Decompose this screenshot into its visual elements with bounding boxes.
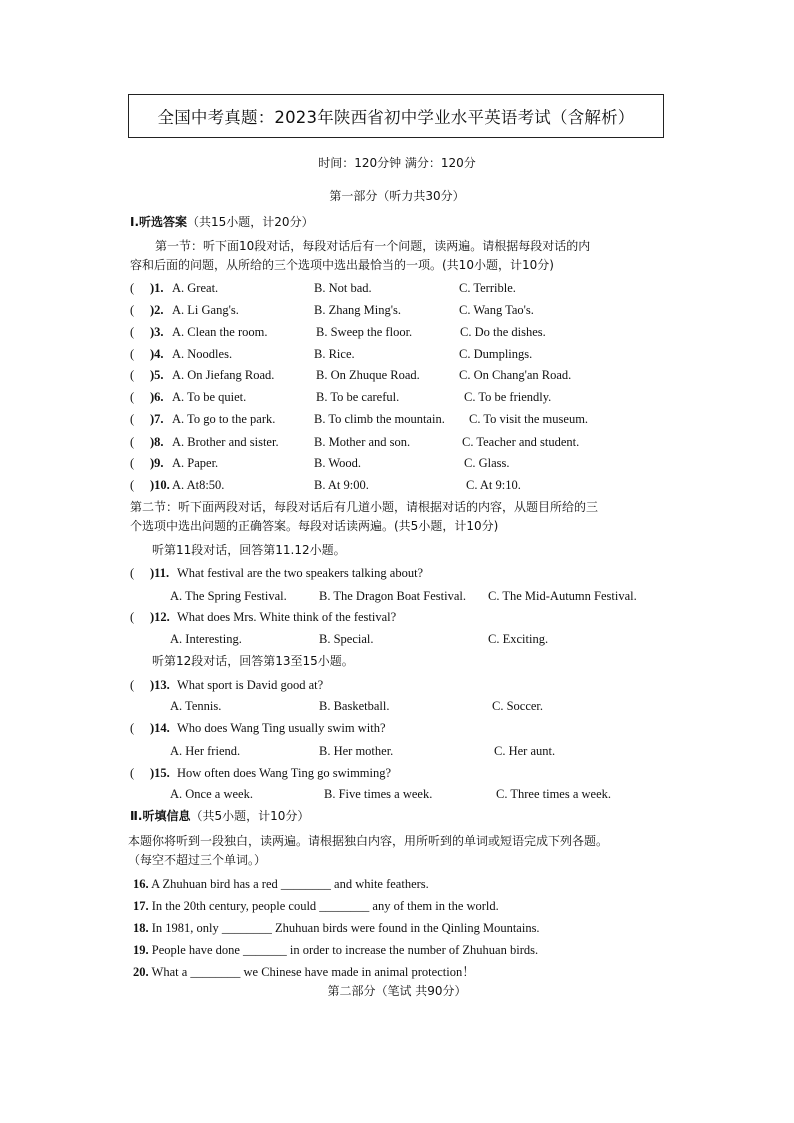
option-a: A. The Spring Festival. xyxy=(170,589,287,603)
question-number: 17. xyxy=(133,899,149,913)
fill-question-16 xyxy=(133,876,429,892)
part1-heading: 第一部分（听力共30分） xyxy=(329,189,465,203)
option-b: B. At 9:00. xyxy=(314,478,369,492)
sub1-instruction-line2: 容和后面的问题，从所给的三个选项中选出最恰当的一项。(共10小题，计10分) xyxy=(130,258,554,272)
question-text: A Zhuhuan bird has a red ________ and white feathers. xyxy=(151,877,429,891)
question-number: )2. xyxy=(150,303,164,317)
option-c: C. Teacher and student. xyxy=(462,435,580,449)
question-number: )11. xyxy=(150,566,170,580)
question-text: Who does Wang Ting usually swim with? xyxy=(177,721,386,735)
dialogue11-instruction: 听第11段对话，回答第11.12小题。 xyxy=(152,543,346,557)
question-text: How often does Wang Ting go swimming? xyxy=(177,766,392,780)
option-c: C. At 9:10. xyxy=(466,478,521,492)
option-c: C. Exciting. xyxy=(488,632,549,646)
option-c: C. The Mid-Autumn Festival. xyxy=(488,589,637,603)
question-number: )15. xyxy=(150,766,170,780)
question-number: 16. xyxy=(133,877,149,891)
fill-question-19 xyxy=(133,942,538,958)
section2-heading xyxy=(130,808,309,824)
option-a: A. On Jiefang Road. xyxy=(172,368,275,382)
section2-heading-bold: Ⅱ.听填信息 xyxy=(130,809,191,823)
section2-intro-line2: （每空不超过三个单词。） xyxy=(128,853,267,867)
sub2-instruction-line1: 第二节：听下面两段对话，每段对话后有几道小题，请根据对话的内容，从题目所给的三 xyxy=(130,500,599,514)
answer-blank: ( xyxy=(130,390,135,404)
question-number: )12. xyxy=(150,610,170,624)
question-number: )13. xyxy=(150,678,170,692)
option-c: C. On Chang'an Road. xyxy=(459,368,572,382)
question-number: 19. xyxy=(133,943,149,957)
option-b: B. Special. xyxy=(319,632,374,646)
option-a: A. Great. xyxy=(172,281,219,295)
answer-blank: ( xyxy=(130,412,135,426)
option-c: C. To visit the museum. xyxy=(469,412,589,426)
question-text: What sport is David good at? xyxy=(177,678,324,692)
answer-blank: ( xyxy=(130,435,135,449)
question-number: )4. xyxy=(150,347,164,361)
option-a: A. To be quiet. xyxy=(172,390,247,404)
question-text: People have done _______ in order to increase the number of Zhuhuan birds. xyxy=(151,943,539,957)
part2-heading: 第二部分（笔试 共90分） xyxy=(327,984,467,998)
question-number: )5. xyxy=(150,368,164,382)
fill-question-18 xyxy=(133,920,540,936)
answer-blank: ( xyxy=(130,478,135,492)
option-b: B. Five times a week. xyxy=(324,787,433,801)
answer-blank: ( xyxy=(130,566,135,580)
question-text: In the 20th century, people could ________ any of them in the world. xyxy=(151,899,499,913)
option-b: B. To climb the mountain. xyxy=(314,412,445,426)
fill-question-20 xyxy=(133,964,475,980)
sub2-instruction-line2: 个选项中选出问题的正确答案。每段对话读两遍。(共5小题，计10分) xyxy=(130,519,499,533)
question-number: )8. xyxy=(150,435,164,449)
option-a: A. Interesting. xyxy=(170,632,242,646)
answer-blank: ( xyxy=(130,303,135,317)
section1-heading xyxy=(130,214,314,230)
answer-blank: ( xyxy=(130,281,135,295)
question-number: )6. xyxy=(150,390,164,404)
question-text: What does Mrs. White think of the festival? xyxy=(177,610,397,624)
option-a: A. Clean the room. xyxy=(172,325,268,339)
option-a: A. Li Gang's. xyxy=(172,303,239,317)
option-a: A. Paper. xyxy=(172,456,219,470)
option-b: B. To be careful. xyxy=(316,390,400,404)
question-number: )3. xyxy=(150,325,164,339)
section2-intro-line1: 本题你将听到一段独白，读两遍。请根据独白内容，用所听到的单词或短语完成下列各题。 xyxy=(128,834,609,848)
section2-heading-rest: （共5小题，计10分） xyxy=(190,809,310,823)
option-b: B. Rice. xyxy=(314,347,355,361)
option-c: C. Dumplings. xyxy=(459,347,533,361)
question-number: 20. xyxy=(133,965,149,979)
option-c: C. Glass. xyxy=(464,456,510,470)
question-number: )10. xyxy=(150,478,170,492)
option-c: C. Three times a week. xyxy=(496,787,612,801)
option-b: B. Not bad. xyxy=(314,281,372,295)
option-b: B. Mother and son. xyxy=(314,435,411,449)
option-a: A. Brother and sister. xyxy=(172,435,279,449)
answer-blank: ( xyxy=(130,721,135,735)
option-a: A. Noodles. xyxy=(172,347,233,361)
question-number: 18. xyxy=(133,921,149,935)
question-number: )9. xyxy=(150,456,164,470)
option-b: B. On Zhuque Road. xyxy=(316,368,420,382)
question-text: What festival are the two speakers talking about? xyxy=(177,566,424,580)
option-a: A. To go to the park. xyxy=(172,412,276,426)
option-b: B. The Dragon Boat Festival. xyxy=(319,589,466,603)
question-number: )1. xyxy=(150,281,164,295)
option-c: C. To be friendly. xyxy=(464,390,552,404)
answer-blank: ( xyxy=(130,347,135,361)
option-c: C. Wang Tao's. xyxy=(459,303,534,317)
option-c: C. Soccer. xyxy=(492,699,544,713)
answer-blank: ( xyxy=(130,610,135,624)
question-text: In 1981, only ________ Zhuhuan birds were found in the Qinling Mountains. xyxy=(151,921,540,935)
sub1-instruction-line1: 第一节：听下面10段对话，每段对话后有一个问题，读两遍。请根据每段对话的内 xyxy=(155,239,591,253)
option-b: B. Wood. xyxy=(314,456,362,470)
option-b: B. Her mother. xyxy=(319,744,394,758)
exam-title: 全国中考真题：2023年陕西省初中学业水平英语考试（含解析） xyxy=(128,94,664,138)
answer-blank: ( xyxy=(130,456,135,470)
fill-question-17 xyxy=(133,898,499,914)
answer-blank: ( xyxy=(130,325,135,339)
question-number: )14. xyxy=(150,721,170,735)
option-b: B. Basketball. xyxy=(319,699,390,713)
question-number: )7. xyxy=(150,412,164,426)
option-a: A. Once a week. xyxy=(170,787,253,801)
dialogue12-instruction: 听第12段对话，回答第13至15小题。 xyxy=(152,654,354,668)
option-c: C. Do the dishes. xyxy=(460,325,546,339)
section1-heading-rest: （共15小题，计20分） xyxy=(187,215,314,229)
answer-blank: ( xyxy=(130,678,135,692)
option-b: B. Sweep the floor. xyxy=(316,325,413,339)
option-b: B. Zhang Ming's. xyxy=(314,303,401,317)
answer-blank: ( xyxy=(130,368,135,382)
option-c: C. Her aunt. xyxy=(494,744,556,758)
time-info: 时间：120分钟 满分：120分 xyxy=(318,156,476,170)
option-a: A. Tennis. xyxy=(170,699,222,713)
question-text: What a ________ we Chinese have made in animal protection！ xyxy=(151,965,475,979)
answer-blank: ( xyxy=(130,766,135,780)
option-a: A. Her friend. xyxy=(170,744,241,758)
option-c: C. Terrible. xyxy=(459,281,516,295)
option-a: A. At8:50. xyxy=(172,478,225,492)
section1-heading-bold: Ⅰ.听选答案 xyxy=(130,215,188,229)
